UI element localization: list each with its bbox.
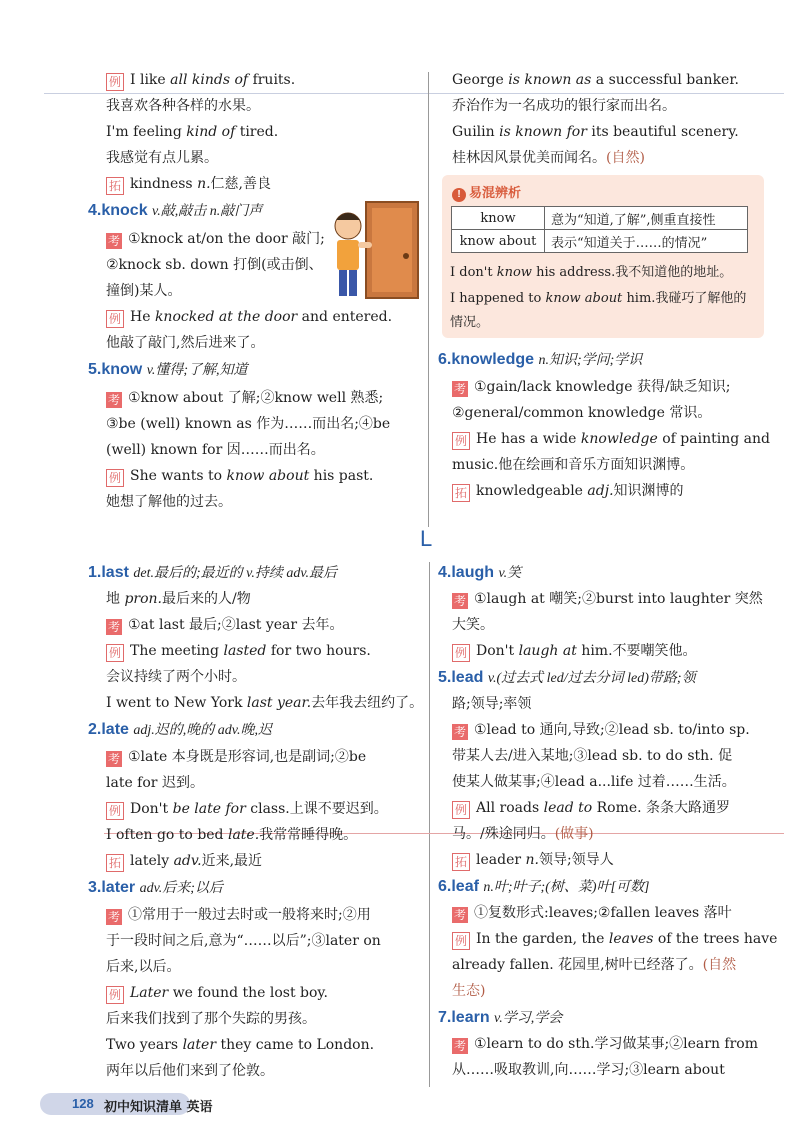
- translation-line: 她想了解他的过去。: [106, 494, 232, 510]
- usage-tag: 考: [107, 910, 120, 924]
- table-cell-word: know: [452, 207, 545, 230]
- usage-line: 带某人去/进入某地;③lead sb. to do sth. 促: [452, 748, 733, 764]
- extension-line: 拓 leader n.领导;领导人: [452, 850, 614, 871]
- example-line: Two years later they came to London.: [106, 1037, 375, 1053]
- definition-line: 路;领导;率领: [452, 696, 532, 712]
- example-line: 例 Don't be late for class.上课不要迟到。: [106, 799, 388, 820]
- usage-line: 考 ①lead to 通向,导致;②lead sb. to/into sp.: [453, 722, 750, 739]
- example-line: I'm feeling kind of tired.: [106, 124, 279, 140]
- translation-line: 他敲了敲门,然后进来了。: [106, 335, 265, 351]
- headword-lead: 5.lead v.(过去式 led/过去分词 led)带路;领: [438, 669, 696, 686]
- box-example-line: I happened to know about him.我碰巧了解他的: [450, 291, 747, 306]
- headword-learn: 7.learn v.学习,学会: [438, 1009, 563, 1026]
- example-line: 例 She wants to know about his past.: [106, 466, 373, 487]
- usage-line: late for 迟到。: [106, 775, 204, 791]
- column-divider-top: [428, 72, 429, 527]
- usage-line: 使某人做某事;④lead a...life 过着……生活。: [452, 774, 736, 790]
- category-note: (自然): [606, 150, 645, 166]
- usage-line: 考 ①late 本身既是形容词,也是副词;②be: [107, 749, 367, 766]
- usage-line: ③be (well) known as 作为……而出名;④be: [106, 416, 391, 432]
- section-letter: L: [420, 526, 433, 551]
- example-line: 例 The meeting lasted for two hours.: [106, 641, 371, 662]
- comparison-table: [451, 206, 748, 253]
- example-tag: 例: [452, 432, 470, 450]
- example-tag: 例: [106, 644, 124, 662]
- translation-line: music.他在绘画和音乐方面知识渊博。: [452, 457, 695, 473]
- example-line: Guilin is known for its beautiful scenery.: [452, 124, 739, 140]
- knocking-boy-illustration: [330, 200, 422, 300]
- headword-late: 2.late adj.迟的,晚的 adv.晚,迟: [88, 721, 272, 738]
- category-note: (做事): [554, 826, 594, 842]
- usage-line: 考 ①常用于一般过去时或一般将来时;②用: [107, 907, 371, 924]
- category-note: (自然: [702, 957, 737, 973]
- example-tag: 例: [106, 73, 124, 91]
- example-line: 例 I like all kinds of fruits.: [106, 70, 295, 91]
- usage-line: 考 ①knock at/on the door 敲门;: [107, 231, 325, 248]
- table-row: [452, 207, 748, 230]
- extension-line: 拓 lately adv.近来,最近: [106, 851, 262, 872]
- example-line: I often go to bed late.我常常睡得晚。: [106, 827, 358, 843]
- usage-line: 大笑。: [452, 617, 494, 633]
- header-rule: [44, 93, 784, 94]
- usage-line: 考 ①gain/lack knowledge 获得/缺乏知识;: [453, 379, 731, 396]
- table-cell-meaning: 表示“知道关于……的情况”: [545, 230, 748, 253]
- usage-line: (well) known for 因……而出名。: [106, 442, 325, 458]
- example-line: George is known as a successful banker.: [452, 72, 739, 88]
- extension-tag: 拓: [106, 177, 124, 195]
- example-line: I went to New York last year.去年我去纽约了。: [106, 695, 424, 711]
- usage-line: 考 ①laugh at 嘲笑;②burst into laughter 突然: [453, 591, 763, 608]
- headword-last: 1.last det.最后的;最近的 v.持续 adv.最后: [88, 564, 337, 581]
- table-cell-meaning: 意为“知道,了解”,侧重直接性: [545, 207, 748, 230]
- usage-tag: 考: [107, 234, 120, 248]
- usage-line: 撞倒)某人。: [106, 283, 182, 299]
- headword-later: 3.later adv.后来;以后: [88, 879, 223, 896]
- extension-line: 拓 knowledgeable adj.知识渊博的: [452, 481, 684, 502]
- translation-line: 会议持续了两个小时。: [106, 669, 246, 685]
- example-tag: 例: [106, 802, 124, 820]
- book-title: 初中知识清单 英语: [104, 1100, 213, 1115]
- usage-tag: 考: [453, 908, 466, 922]
- example-tag: 例: [452, 932, 470, 950]
- extension-tag: 拓: [452, 853, 470, 871]
- usage-tag: 考: [453, 725, 466, 739]
- definition-line: 地 pron.最后来的人/物: [106, 591, 251, 607]
- table-cell-word: know about: [452, 230, 545, 253]
- usage-line: 从……吸取教训,向……学习;③learn about: [452, 1062, 725, 1078]
- category-note: 生态): [452, 983, 486, 999]
- translation-line: 两年以后他们来到了伦敦。: [106, 1063, 274, 1079]
- headword-know: 5.know v.懂得;了解,知道: [88, 361, 248, 378]
- example-line: 例 In the garden, the leaves of the trees have: [452, 929, 777, 950]
- translation-line: 后来我们找到了那个失踪的男孩。: [106, 1011, 316, 1027]
- translation-line: 我喜欢各种各样的水果。: [106, 98, 260, 114]
- extension-line: 拓 kindness n.仁慈,善良: [106, 174, 271, 195]
- column-divider-bottom: [429, 562, 430, 1087]
- usage-line: 考 ①learn to do sth.学习做某事;②learn from: [453, 1036, 759, 1053]
- box-example-line: I don't know his address.我不知道他的地址。: [450, 265, 733, 280]
- translation-line: already fallen. 花园里,树叶已经落了。(自然: [452, 957, 737, 973]
- usage-line: 考 ①复数形式:leaves;②fallen leaves 落叶: [453, 905, 732, 922]
- box-example-line: 情况。: [450, 315, 490, 330]
- example-line: 例 Don't laugh at him.不要嘲笑他。: [452, 641, 697, 662]
- example-line: 例 He has a wide knowledge of painting and: [452, 429, 770, 450]
- table-row: [452, 230, 748, 253]
- translation-line: 桂林因风景优美而闻名。(自然): [452, 150, 645, 166]
- example-line: 例 He knocked at the door and entered.: [106, 307, 392, 328]
- usage-tag: 考: [453, 1039, 466, 1053]
- page-number: 128: [72, 1096, 94, 1111]
- example-tag: 例: [452, 644, 470, 662]
- translation-line: 马。/殊途同归。(做事): [452, 826, 594, 842]
- translation-line: 我感觉有点儿累。: [106, 150, 218, 166]
- example-tag: 例: [106, 469, 124, 487]
- usage-tag: 考: [107, 752, 120, 766]
- extension-tag: 拓: [106, 854, 124, 872]
- usage-tag: 考: [107, 393, 120, 407]
- usage-tag: 考: [453, 382, 466, 396]
- usage-line: 考 ①at last 最后;②last year 去年。: [107, 617, 344, 634]
- headword-knock: 4.knock v.敲,敲击 n.敲门声: [88, 202, 263, 219]
- example-line: 例 All roads lead to Rome. 条条大路通罗: [452, 798, 730, 819]
- usage-line: 后来,以后。: [106, 959, 181, 975]
- example-tag: 例: [106, 986, 124, 1004]
- extension-tag: 拓: [452, 484, 470, 502]
- confusion-box-title: ! 易混辨析: [452, 182, 521, 202]
- warning-icon: !: [452, 188, 466, 202]
- translation-line: 乔治作为一名成功的银行家而出名。: [452, 98, 676, 114]
- example-tag: 例: [452, 801, 470, 819]
- usage-line: ②general/common knowledge 常识。: [452, 405, 712, 421]
- usage-line: 考 ①know about 了解;②know well 熟悉;: [107, 390, 384, 407]
- headword-leaf: 6.leaf n.叶;叶子;(树、菜)叶[可数]: [438, 878, 650, 895]
- example-line: 例 Later we found the lost boy.: [106, 983, 328, 1004]
- usage-tag: 考: [453, 594, 466, 608]
- usage-line: ②knock sb. down 打倒(或击倒、: [106, 257, 323, 273]
- usage-tag: 考: [107, 620, 120, 634]
- usage-line: 于一段时间之后,意为“……以后”;③later on: [106, 933, 381, 949]
- example-tag: 例: [106, 310, 124, 328]
- headword-knowledge: 6.knowledge n.知识;学问;学识: [438, 351, 643, 368]
- headword-laugh: 4.laugh v.笑: [438, 564, 522, 581]
